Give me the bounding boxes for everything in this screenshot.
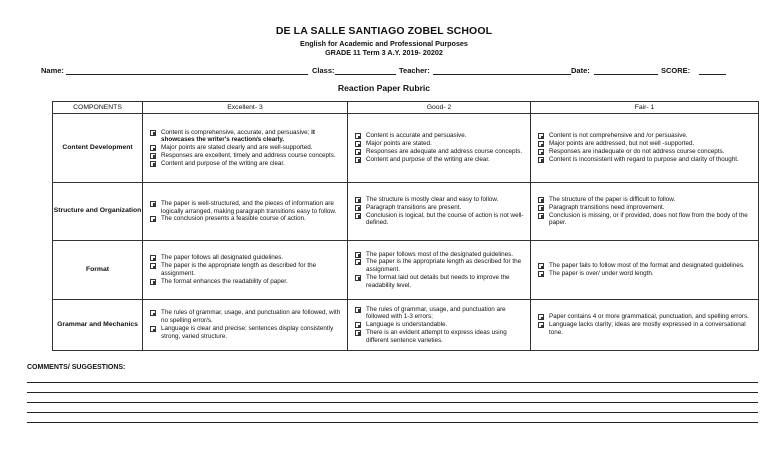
school-name: DE LA SALLE SANTIAGO ZOBEL SCHOOL <box>275 25 493 37</box>
criteria-list <box>348 251 530 290</box>
criteria-text: Conclusion is logical, but the course of action is not well- defined. <box>366 211 524 227</box>
name-label: Name: <box>41 66 64 75</box>
criteria-list <box>143 129 347 168</box>
criteria-text: The paper is well-structured, and the pieces of information are logically arranged, making paragraph transitions easy to follow. <box>161 199 337 215</box>
criteria-cell-fair <box>531 241 759 300</box>
criteria-text: Responses are adequate and address course concepts. <box>366 148 523 155</box>
rubric-title: Reaction Paper Rubric <box>337 83 431 93</box>
class-field[interactable] <box>335 74 396 75</box>
comments-label: COMMENTS/ SUGGESTIONS: <box>27 364 126 371</box>
col-header-fair: Fair- 1 <box>531 102 759 114</box>
checkbox-bullet-icon <box>538 205 544 211</box>
criteria-text: Content is accurate and persuasive. <box>366 132 467 140</box>
list-item <box>146 200 344 216</box>
list-item <box>146 152 344 160</box>
checkbox-bullet-icon <box>150 161 156 167</box>
list-item <box>351 321 527 329</box>
list-item <box>351 156 527 164</box>
criteria-text: Paper contains 4 or more grammatical, punctuation, and spelling errors. <box>549 313 749 321</box>
checkbox-bullet-icon <box>355 213 361 219</box>
date-label: Date: <box>571 66 590 75</box>
list-item <box>146 325 344 341</box>
criteria-text: Major points are addressed, but not well -supported. <box>549 140 695 148</box>
checkbox-bullet-icon <box>150 216 156 222</box>
criteria-text: The structure of the paper is difficult to follow. <box>549 195 676 203</box>
checkbox-bullet-icon <box>150 263 156 269</box>
criteria-text: The paper fails to follow most of the format and designated guidelines. <box>549 262 745 270</box>
col-header-components: COMPONENTS <box>53 102 143 114</box>
criteria-text: Content is inconsistent with regard to purpose and clarity of thought. <box>549 155 739 163</box>
list-item <box>534 148 755 156</box>
criteria-cell-good <box>348 183 531 241</box>
checkbox-bullet-icon <box>538 213 544 219</box>
checkbox-bullet-icon <box>150 201 156 207</box>
checkbox-bullet-icon <box>150 255 156 261</box>
list-item <box>534 313 755 321</box>
criteria-text: The paper follows most of the designated guidelines. <box>366 250 514 258</box>
criteria-text: Content is not comprehensive and /or persuasive. <box>549 132 688 140</box>
list-item <box>351 258 527 274</box>
comment-line[interactable] <box>27 412 758 413</box>
checkbox-bullet-icon <box>150 145 156 151</box>
criteria-cell-good <box>348 114 531 183</box>
criteria-text: The conclusion presents a feasible course of action. <box>161 215 306 223</box>
checkbox-bullet-icon <box>355 205 361 211</box>
table-row <box>53 241 759 300</box>
comment-line[interactable] <box>27 382 758 383</box>
checkbox-bullet-icon <box>355 141 361 147</box>
checkbox-bullet-icon <box>150 326 156 332</box>
list-item <box>351 251 527 259</box>
list-item <box>146 254 344 262</box>
checkbox-bullet-icon <box>538 314 544 320</box>
criteria-text: Major points are stated clearly and are well-supported. <box>161 144 313 152</box>
list-item <box>146 262 344 278</box>
criteria-text: Conclusion is missing, or if provided, does not flow from the body of the paper. <box>549 211 748 227</box>
list-item <box>146 215 344 223</box>
list-item <box>146 129 344 145</box>
checkbox-bullet-icon <box>538 263 544 269</box>
list-item <box>146 309 344 325</box>
criteria-text: Major points are stated. <box>366 140 432 148</box>
comment-line[interactable] <box>27 392 758 393</box>
table-row <box>53 114 759 183</box>
checkbox-bullet-icon <box>538 141 544 147</box>
checkbox-bullet-icon <box>150 279 156 285</box>
list-item <box>146 278 344 286</box>
list-item <box>351 132 527 140</box>
criteria-list <box>348 132 530 163</box>
criteria-text: Content and purpose of the writing are clear. <box>161 159 285 167</box>
criteria-text: Language is clear and precise; sentences display consistently strong, varied structure. <box>161 325 334 340</box>
list-item <box>351 212 527 228</box>
list-item <box>534 196 755 204</box>
criteria-text: Content and purpose of the writing are clear. <box>366 155 490 163</box>
checkbox-bullet-icon <box>538 197 544 203</box>
criteria-cell-good <box>348 300 531 351</box>
subject-title: English for Academic and Professional Purposes <box>300 39 468 48</box>
list-item <box>351 274 527 290</box>
score-field[interactable] <box>699 74 726 75</box>
component-name: Grammar and Mechanics <box>53 300 143 351</box>
checkbox-bullet-icon <box>355 275 361 281</box>
criteria-text: Paragraph transitions need improvement. <box>549 203 665 211</box>
checkbox-bullet-icon <box>355 133 361 139</box>
criteria-text: Responses are excellent, timely and address course concepts. <box>161 151 336 159</box>
list-item <box>351 306 527 322</box>
list-item <box>534 321 755 337</box>
table-row <box>53 300 759 351</box>
criteria-text: The paper is over/ under word length. <box>549 270 654 277</box>
list-item <box>351 196 527 204</box>
criteria-text: The rules of grammar, usage, and punctuation are followed, with no spelling error/s. <box>161 309 341 325</box>
criteria-cell-fair <box>531 183 759 241</box>
teacher-field[interactable] <box>433 74 571 75</box>
criteria-text: Language lacks clarity; ideas are mostly expressed in a conversational tone. <box>549 321 746 336</box>
list-item <box>534 156 755 164</box>
criteria-cell-good <box>348 241 531 300</box>
comment-line[interactable] <box>27 422 758 423</box>
score-label: SCORE: <box>661 66 691 75</box>
criteria-text: The paper follows all designated guidelines. <box>161 254 284 262</box>
component-name: Structure and Organization <box>53 183 143 241</box>
checkbox-bullet-icon <box>355 197 361 203</box>
criteria-list <box>143 200 347 223</box>
criteria-text: Content is comprehensive, accurate, and persuasive; <box>161 128 310 136</box>
date-field[interactable] <box>594 74 658 75</box>
criteria-text: The structure is mostly clear and easy to follow. <box>366 195 499 203</box>
criteria-list <box>143 309 347 340</box>
checkbox-bullet-icon <box>355 322 361 328</box>
criteria-list <box>531 313 758 336</box>
criteria-emphasis: it showcases the writer's reaction/s clearly. <box>161 128 316 144</box>
checkbox-bullet-icon <box>538 322 544 328</box>
teacher-label: Teacher: <box>399 66 430 75</box>
comment-line[interactable] <box>27 402 758 403</box>
list-item <box>534 140 755 148</box>
criteria-cell-excellent <box>143 241 348 300</box>
criteria-cell-excellent <box>143 183 348 241</box>
list-item <box>351 140 527 148</box>
criteria-list <box>143 254 347 285</box>
checkbox-bullet-icon <box>538 271 544 277</box>
table-header-row <box>53 102 759 114</box>
col-header-good: Good- 2 <box>348 102 531 114</box>
checkbox-bullet-icon <box>355 259 361 265</box>
checkbox-bullet-icon <box>150 153 156 159</box>
name-field[interactable] <box>66 74 308 75</box>
checkbox-bullet-icon <box>150 310 156 316</box>
checkbox-bullet-icon <box>355 307 361 313</box>
table-row <box>53 183 759 241</box>
list-item <box>146 144 344 152</box>
rubric-table <box>52 101 759 351</box>
term-line: GRADE 11 Term 3 A.Y. 2019- 20202 <box>325 48 443 57</box>
criteria-list <box>348 306 530 345</box>
checkbox-bullet-icon <box>538 133 544 139</box>
list-item <box>534 132 755 140</box>
component-name: Content Development <box>53 114 143 183</box>
component-name: Format <box>53 241 143 300</box>
list-item <box>534 262 755 270</box>
class-label: Class: <box>312 66 335 75</box>
list-item <box>534 204 755 212</box>
criteria-text: The format enhances the readability of paper. <box>161 277 288 285</box>
criteria-text: There is an evident attempt to express ideas using different sentence varieties. <box>366 328 507 344</box>
col-header-excellent: Excellent- 3 <box>143 102 348 114</box>
checkbox-bullet-icon <box>355 149 361 155</box>
rubric-body <box>53 114 759 351</box>
criteria-text: Language is understandable. <box>366 321 448 329</box>
criteria-cell-fair <box>531 300 759 351</box>
criteria-list <box>348 196 530 227</box>
criteria-cell-fair <box>531 114 759 183</box>
checkbox-bullet-icon <box>538 149 544 155</box>
criteria-cell-excellent <box>143 300 348 351</box>
criteria-text: The rules of grammar, usage, and punctuation are followed with 1-3 errors; <box>366 305 506 321</box>
criteria-cell-excellent <box>143 114 348 183</box>
list-item <box>351 329 527 345</box>
criteria-text: The paper is the appropriate length as described for the assignment. <box>366 258 522 274</box>
checkbox-bullet-icon <box>355 157 361 163</box>
list-item <box>351 148 527 156</box>
checkbox-bullet-icon <box>355 252 361 258</box>
list-item <box>351 204 527 212</box>
checkbox-bullet-icon <box>150 130 156 136</box>
list-item <box>534 212 755 228</box>
criteria-text: The format laid out details but needs to improve the readability level. <box>366 273 510 289</box>
checkbox-bullet-icon <box>355 330 361 336</box>
list-item <box>146 160 344 168</box>
criteria-text: Responses are inadequate or do not address course concepts. <box>549 148 725 155</box>
criteria-list <box>531 262 758 278</box>
criteria-list <box>531 132 758 163</box>
criteria-list <box>531 196 758 227</box>
criteria-text: The paper is the appropriate length as described for the assignment. <box>161 262 317 277</box>
list-item <box>534 270 755 278</box>
checkbox-bullet-icon <box>538 157 544 163</box>
criteria-text: Paragraph transitions are present. <box>366 203 462 211</box>
